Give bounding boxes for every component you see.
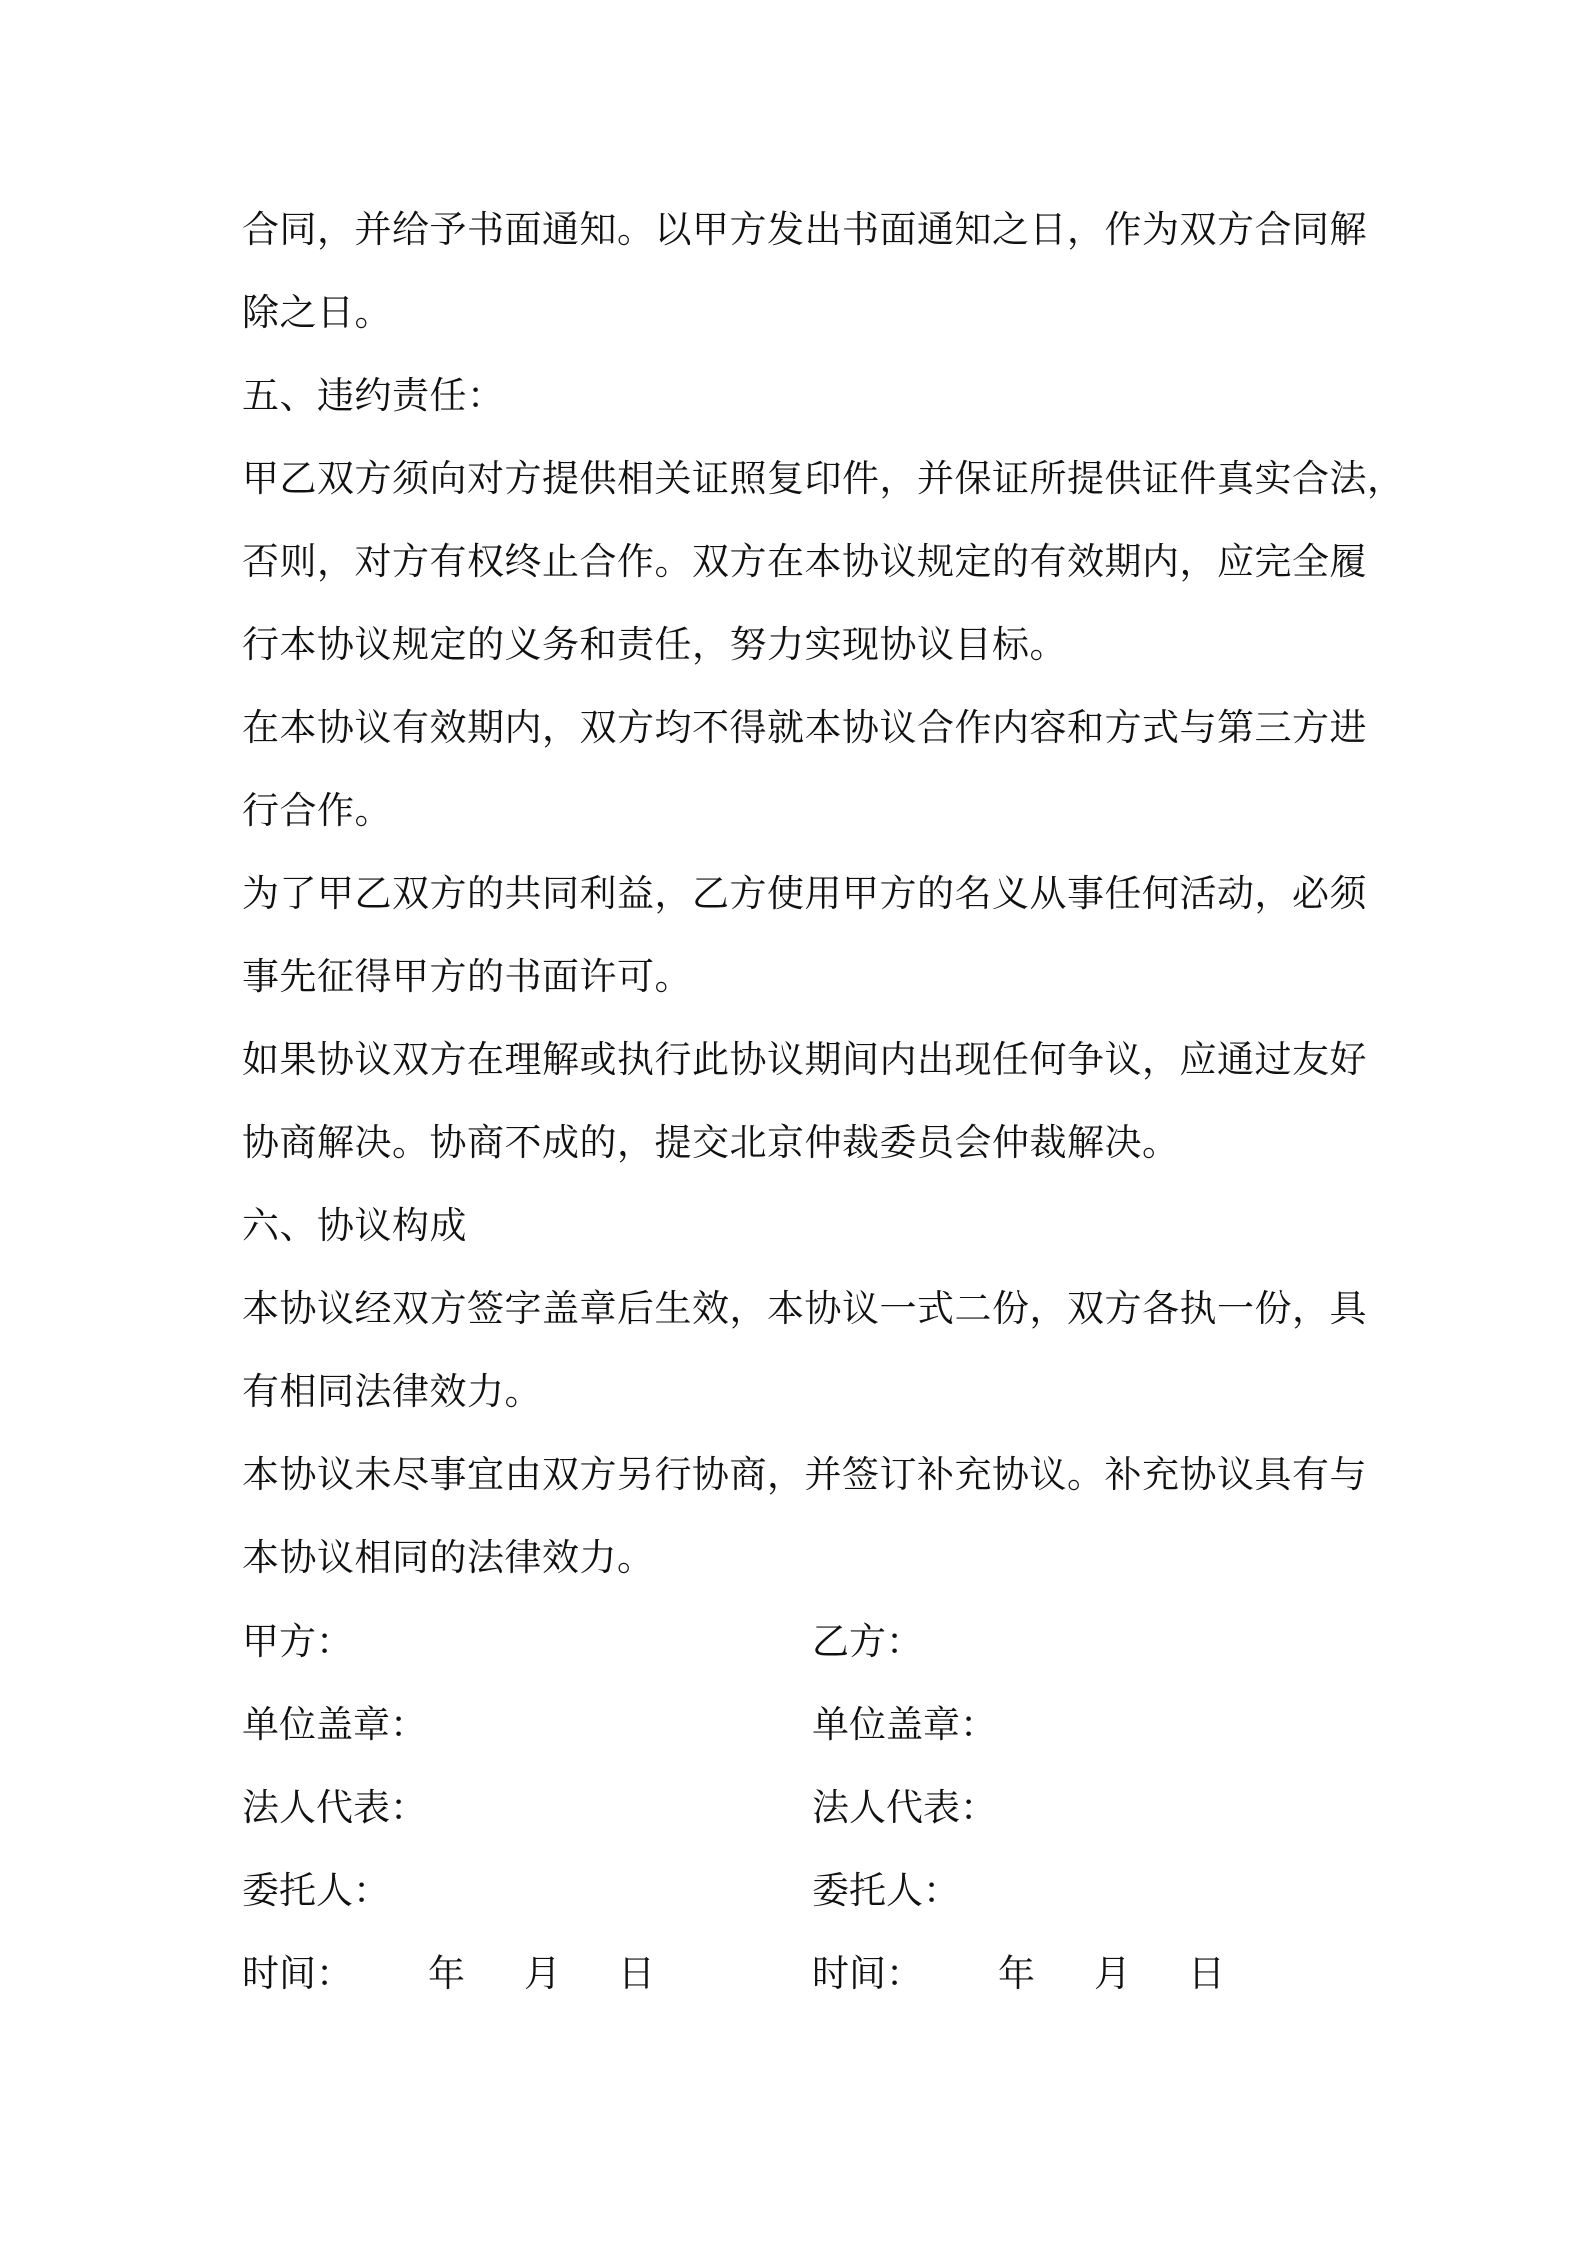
signature-row-time <box>242 1949 1382 1999</box>
year-b-label: 年 <box>998 1952 1035 1995</box>
paragraph-line: 合同，并给予书面通知。以甲方发出书面通知之日，作为双方合同解 <box>242 208 1367 251</box>
paragraph-line: 本协议经双方签字盖章后生效，本协议一式二份，双方各执一份，具 <box>242 1287 1367 1330</box>
seal-b-label: 单位盖章： <box>812 1703 997 1746</box>
signature-row-party <box>242 1617 1382 1667</box>
year-a-label: 年 <box>428 1952 465 1995</box>
paragraph-line: 事先征得甲方的书面许可。 <box>242 955 692 998</box>
time-a-label: 时间： <box>242 1952 353 1995</box>
legal-rep-a-label: 法人代表： <box>242 1786 427 1829</box>
signature-row-agent <box>242 1866 1382 1916</box>
paragraph-line: 甲乙双方须向对方提供相关证照复印件，并保证所提供证件真实合法， <box>242 457 1405 500</box>
party-b-label: 乙方： <box>812 1620 923 1663</box>
paragraph-line: 行本协议规定的义务和责任，努力实现协议目标。 <box>242 623 1067 666</box>
paragraph-line: 否则，对方有权终止合作。双方在本协议规定的有效期内，应完全履 <box>242 540 1367 583</box>
legal-rep-b-label: 法人代表： <box>812 1786 997 1829</box>
paragraph-line: 行合作。 <box>242 789 392 832</box>
signature-row-legal-rep <box>242 1783 1382 1833</box>
day-b-label: 日 <box>1188 1952 1225 1995</box>
agent-a-label: 委托人： <box>242 1869 390 1912</box>
month-b-label: 月 <box>1094 1952 1131 1995</box>
paragraph-line: 如果协议双方在理解或执行此协议期间内出现任何争议，应通过友好 <box>242 1038 1367 1081</box>
day-a-label: 日 <box>618 1952 655 1995</box>
party-a-label: 甲方： <box>242 1620 353 1663</box>
section-heading-breach: 五、违约责任： <box>242 374 505 417</box>
section-heading-composition: 六、协议构成 <box>242 1204 467 1247</box>
time-b-label: 时间： <box>812 1952 923 1995</box>
signature-row-seal <box>242 1700 1382 1750</box>
paragraph-line: 本协议相同的法律效力。 <box>242 1536 655 1579</box>
paragraph-line: 为了甲乙双方的共同利益，乙方使用甲方的名义从事任何活动，必须 <box>242 872 1367 915</box>
month-a-label: 月 <box>524 1952 561 1995</box>
paragraph-line: 协商解决。协商不成的，提交北京仲裁委员会仲裁解决。 <box>242 1121 1180 1164</box>
seal-a-label: 单位盖章： <box>242 1703 427 1746</box>
paragraph-line: 在本协议有效期内，双方均不得就本协议合作内容和方式与第三方进 <box>242 706 1367 749</box>
paragraph-line: 除之日。 <box>242 291 392 334</box>
paragraph-line: 有相同法律效力。 <box>242 1370 542 1413</box>
agent-b-label: 委托人： <box>812 1869 960 1912</box>
paragraph-line: 本协议未尽事宜由双方另行协商，并签订补充协议。补充协议具有与 <box>242 1453 1367 1496</box>
